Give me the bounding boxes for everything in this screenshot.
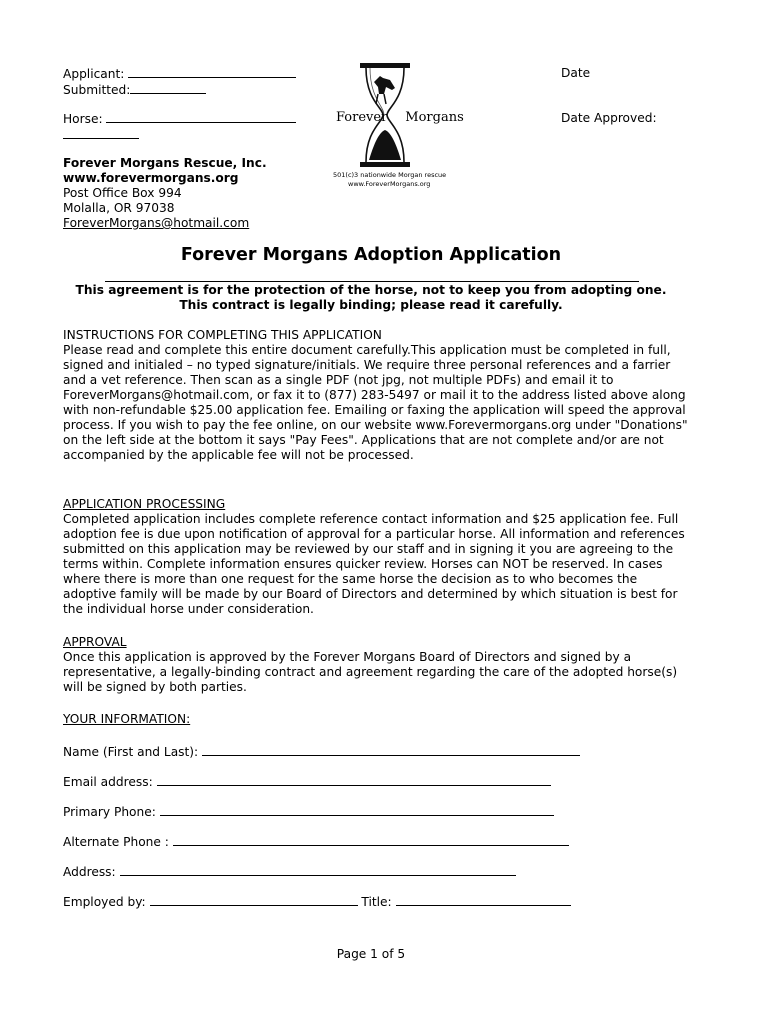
horse-field-continued[interactable]: [63, 127, 139, 139]
logo-tagline: 501(c)3 nationwide Morgan rescue: [333, 171, 447, 179]
logo-name: [336, 110, 464, 125]
name-field[interactable]: [202, 744, 580, 756]
org-address1: Post Office Box 994: [63, 186, 182, 200]
email-field[interactable]: [157, 774, 551, 786]
approval-section: [63, 635, 688, 695]
submitted-label: Submitted:: [63, 83, 131, 97]
logo: [330, 60, 464, 195]
approval-body: Once this application is approved by the Forever Morgans Board of Directors and signed by a representative, a legally-binding contract and agreement regarding the care of the adopted horse(s) will be signed by both parties.: [63, 650, 678, 694]
employed-field[interactable]: [150, 894, 358, 906]
org-name: Forever Morgans Rescue, Inc.: [63, 156, 267, 170]
logo-url: www.ForeverMorgans.org: [348, 180, 431, 188]
page-title: Forever Morgans Adoption Application: [180, 245, 562, 265]
org-address2: Molalla, OR 97038: [63, 201, 175, 215]
instructions-heading: INSTRUCTIONS FOR COMPLETING THIS APPLICATION: [63, 328, 382, 342]
title-label: Title:: [361, 895, 392, 909]
horse-label: Horse:: [63, 112, 103, 126]
instructions-section: [63, 328, 688, 463]
notice-line-2: This contract is legally binding; please read it carefully.: [179, 298, 563, 312]
logo-name-right: Morgans: [405, 110, 464, 125]
primary-phone-field[interactable]: [160, 804, 554, 816]
employment-row: [63, 894, 571, 910]
submitted-field[interactable]: [130, 82, 206, 94]
org-info: [63, 156, 267, 231]
employed-label: Employed by:: [63, 895, 146, 909]
address-field[interactable]: [120, 864, 516, 876]
org-website: www.forevermorgans.org: [63, 171, 239, 185]
email-label: Email address:: [63, 775, 153, 789]
instructions-body: Please read and complete this entire document carefully.This application must be completed in full, signed and initialed – no typed signature/initials. We require three personal references and a farrier and a vet reference. Then scan as a single PDF (not jpg, not multiple PDFs) and email it to ForeverMorgans@hotmail.com, or fax it to (877) 283-5497 or mail it to the address listed above along with non-refundable $25.00 application fee. Emailing or faxing the application will speed the approval process. If you wish to pay the fee online, on our website www.Forevermorgans.org under "Donations" on the left side at the bottom it says "Pay Fees". Applications that are not complete and/or are not accompanied by the applicable fee will not be processed.: [63, 343, 688, 462]
header-left: [63, 66, 296, 98]
approval-heading: APPROVAL: [63, 635, 127, 649]
logo-name-left: Forever: [336, 110, 388, 125]
processing-section: [63, 497, 688, 617]
primary-phone-label: Primary Phone:: [63, 805, 156, 819]
alternate-phone-field[interactable]: [173, 834, 569, 846]
processing-body: Completed application includes complete reference contact information and $25 application fee. Full adoption fee is due upon notification of approval for a particular horse. All information and references submitted on this application may be reviewed by our staff and in signing it you are agreeing to the terms within. Complete information ensures quicker review. Horses can NOT be reserved. In cases where there is more than one request for the same horse the decision as to who becomes the adoptive family will be made by our Board of Directors and determined by which situation is best for the individual horse under consideration.: [63, 512, 685, 616]
date-approved-label: Date Approved:: [561, 111, 657, 125]
alternate-phone-row: [63, 834, 569, 850]
processing-heading: APPLICATION PROCESSING: [63, 497, 226, 511]
address-row: [63, 864, 516, 880]
primary-phone-row: [63, 804, 554, 820]
applicant-field[interactable]: [128, 66, 296, 78]
title-field[interactable]: [396, 894, 571, 906]
applicant-label: Applicant:: [63, 67, 125, 81]
name-row: [63, 744, 580, 760]
address-label: Address:: [63, 865, 116, 879]
notice: [0, 283, 742, 313]
your-info-heading: YOUR INFORMATION:: [63, 712, 191, 726]
org-email[interactable]: ForeverMorgans@hotmail.com: [63, 216, 250, 230]
name-label: Name (First and Last):: [63, 745, 199, 759]
horse-field[interactable]: [106, 111, 296, 123]
email-row: [63, 774, 551, 790]
page-number: Page 1 of 5: [336, 947, 406, 961]
alternate-phone-label: Alternate Phone :: [63, 835, 169, 849]
horse-row: [63, 111, 296, 143]
notice-line-1: This agreement is for the protection of the horse, not to keep you from adopting one.: [75, 283, 667, 297]
date-label: Date: [561, 66, 591, 80]
title-divider: [105, 281, 639, 282]
